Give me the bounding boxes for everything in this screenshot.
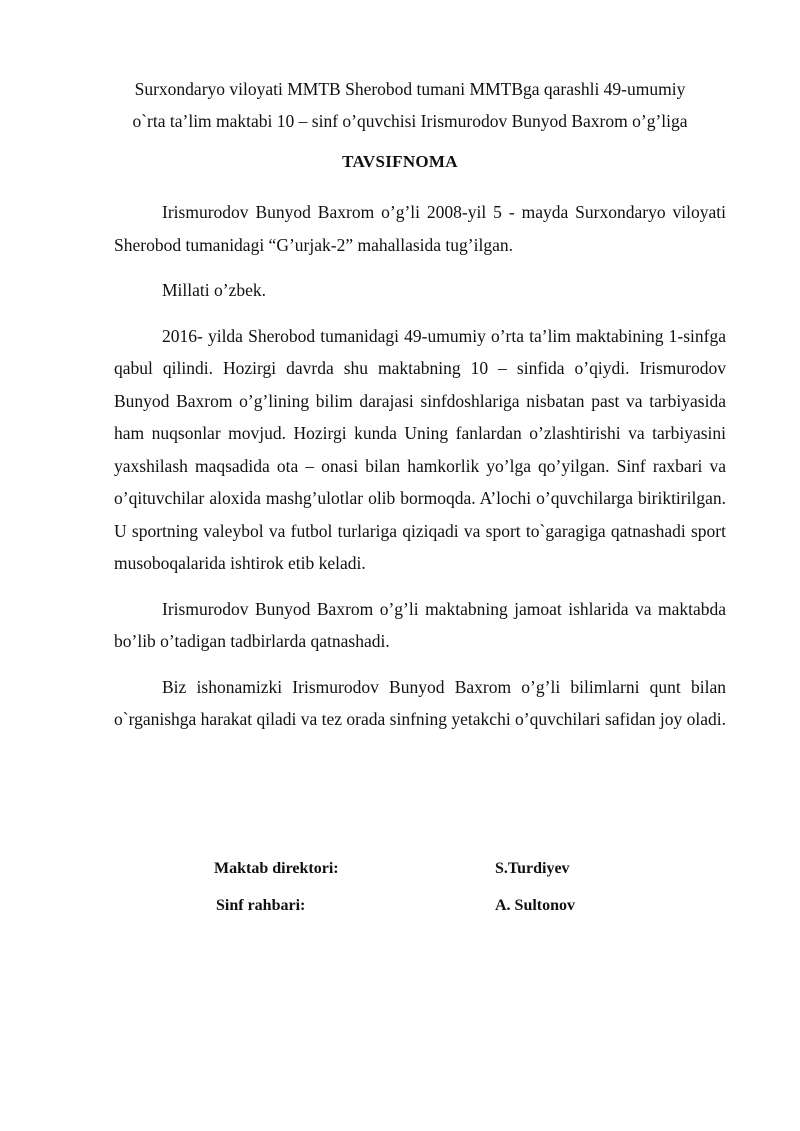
document-body [114,196,726,736]
paragraph-conclusion: Biz ishonamizki Irismurodov Bunyod Baxrom o’g’li bilimlarni qunt bilan o`rganishga harakat qiladi va tez orada sinfning yetakchi o’quvchilari safidan joy oladi. [114,676,726,729]
document-header [100,73,720,137]
paragraph-activities: Irismurodov Bunyod Baxrom o’g’li maktabning jamoat ishlarida va maktabda bo’lib o’tadigan tadbirlarda qatnashadi. [114,598,726,651]
header-line-2: o`rta ta’lim maktabi 10 – sinf o’quvchisi Irismurodov Bunyod Baxrom o’g’liga [132,111,688,131]
paragraph-birth: Irismurodov Bunyod Baxrom o’g’li 2008-yil 5 - mayda Surxondaryo viloyati Sherobod tumanidagi “G’urjak-2” mahallasida tug’ilgan. [114,202,726,255]
signature-label-director: Maktab direktori: [214,860,339,877]
paragraph-nationality: Millati o’zbek. [162,280,267,300]
signature-label-class-teacher: Sinf rahbari: [216,897,306,914]
header-line-1: Surxondaryo viloyati MMTB Sherobod tumani MMTBga qarashli 49-umumiy [134,79,686,99]
signature-name-director: S.Turdiyev [495,860,570,877]
paragraph-education: 2016- yilda Sherobod tumanidagi 49-umumiy o’rta ta’lim maktabining 1-sinfga qabul qilindi. Hozirgi davrda shu maktabning 10 – sinfida o’qiydi. Irismurodov Bunyod Baxrom o’g’lining bilim darajasi sinfdoshlariga nisbatan past va tarbiyasida ham nuqsonlar movjud. Hozirgi kunda Uning fanlardan o’zlashtirishi va tarbiyasini yaxshilash maqsadida ota – onasi bilan hamkorlik yo’lga qo’yilgan. Sinf raxbari va o’qituvchilar aloxida mashg’ulotlar olib bormoqda. A’lochi o’quvchilarga biriktirilgan. U sportning valeybol va futbol turlariga qiziqadi va sport to`garagiga qatnashadi sport musoboqalarida ishtirok etib keladi. [114,325,726,573]
signature-name-class-teacher: A. Sultonov [495,897,576,914]
document-title: TAVSIFNOMA [342,152,458,171]
